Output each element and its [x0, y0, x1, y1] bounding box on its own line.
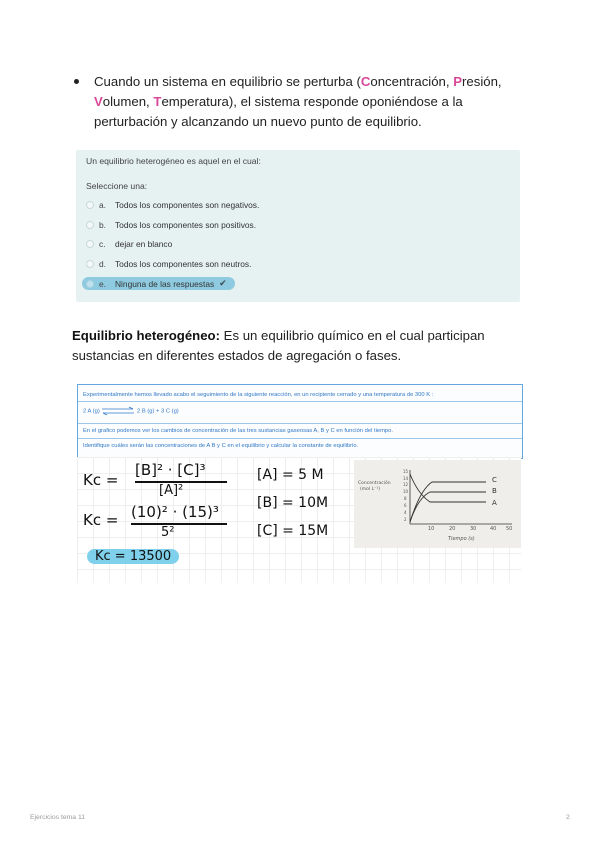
highlight-c: C [360, 74, 371, 89]
quiz-panel [76, 150, 520, 302]
kc-denominator-1: [A]² [159, 483, 184, 498]
definition-paragraph: Equilibrio heterogéneo: Es un equilibrio químico en el cual participan sustancias en diferentes estados de agregación o fases. [72, 328, 485, 363]
quiz-option-a[interactable]: a. Todos los componentes son negativos. [86, 198, 259, 211]
quiz-option-d[interactable]: d. Todos los componentes son neutros. [86, 257, 251, 270]
exercise-box [77, 384, 523, 459]
exercise-line-1: Experimentalmente hemos llevado acabo el seguimiento de la siguiente reacción, en un recipiente cerrado y una temperatura de 300 K : [83, 392, 434, 398]
series-b-label: B [492, 487, 497, 495]
quiz-option-b[interactable]: b. Todos los componentes son positivos. [86, 218, 256, 231]
graph-ylabel-2: (mol L⁻¹) [360, 487, 381, 492]
x-tick: 10 [428, 526, 435, 532]
highlight-p: P [453, 74, 463, 89]
graph-photo [354, 460, 521, 548]
y-tick: 6 [404, 503, 407, 508]
radio-icon[interactable] [86, 280, 94, 288]
concentration-b: [B] = 10M [257, 495, 329, 511]
definition-term: Equilibrio heterogéneo: [72, 328, 220, 343]
y-tick: 14 [403, 476, 409, 481]
quiz-select-prompt: Seleccione una: [86, 181, 148, 191]
bullet-paragraph: Cuando un sistema en equilibrio se perturba (Concentración, Presión, Volumen, Temperatura), el sistema responde oponiéndose a la perturbación y alcanzando un nuevo punto de equilibrio. [94, 74, 502, 129]
x-tick: 30 [470, 526, 477, 532]
x-tick: 50 [506, 526, 513, 532]
graph-xlabel: Tiempo (s) [448, 536, 475, 542]
series-a-label: A [492, 499, 497, 507]
kc-result: Kc = 13500 [87, 549, 179, 564]
series-c-label: C [492, 476, 497, 484]
footer-title: Ejercicios tema 11 [30, 814, 86, 821]
y-tick: 10 [403, 489, 409, 494]
divider [78, 401, 522, 402]
y-tick: 15 [403, 469, 409, 474]
exercise-line-2: En el grafico podemos ver los cambios de concentración de las tres sustancias gaseosas A, B y C en función del tiempo. [83, 428, 393, 434]
check-icon: ✔ [219, 278, 227, 288]
le-chatelier-bullet [78, 72, 518, 132]
radio-icon[interactable] [86, 201, 94, 209]
kc-numerator-2: (10)² · (15)³ [131, 503, 219, 521]
page-number: 2 [566, 814, 570, 821]
radio-icon[interactable] [86, 260, 94, 268]
radio-icon[interactable] [86, 240, 94, 248]
y-tick: 4 [404, 510, 407, 515]
divider [78, 423, 522, 424]
kc-numerator-1: [B]² · [C]³ [135, 461, 206, 479]
kc-denominator-2: 5² [161, 525, 175, 540]
equilibrium-arrow-icon [101, 406, 135, 416]
highlight-v: V [94, 94, 103, 109]
quiz-option-e-selected[interactable]: e. Ninguna de las respuestas ✔ [82, 277, 235, 290]
exercise-reaction: 2 A (g) 2 B (g) + 3 C (g) [83, 406, 179, 416]
quiz-question: Un equilibrio heterogéneo es aquel en el cual: [86, 156, 261, 166]
y-tick: 2 [404, 517, 407, 522]
kc-label-1: Kc = [83, 471, 119, 489]
graph-ylabel-1: Concentración [358, 481, 391, 486]
concentration-c: [C] = 15M [257, 523, 329, 539]
y-tick: 8 [404, 496, 407, 501]
x-tick: 40 [490, 526, 497, 532]
concentration-a: [A] = 5 M [257, 467, 324, 483]
radio-icon[interactable] [86, 221, 94, 229]
highlight-t: T [153, 94, 162, 109]
concentration-graph [354, 460, 521, 548]
x-tick: 20 [449, 526, 456, 532]
exercise-line-3: Identifique cuáles serán las concentraciones de A B y C en el equilibrio y calcular la constante de equilibrio. [83, 443, 359, 449]
fraction-bar [131, 523, 227, 525]
y-tick: 12 [403, 482, 409, 487]
quiz-option-c[interactable]: c. dejar en blanco [86, 237, 172, 250]
bullet-dot [74, 79, 79, 84]
divider [78, 438, 522, 439]
kc-label-2: Kc = [83, 511, 119, 529]
